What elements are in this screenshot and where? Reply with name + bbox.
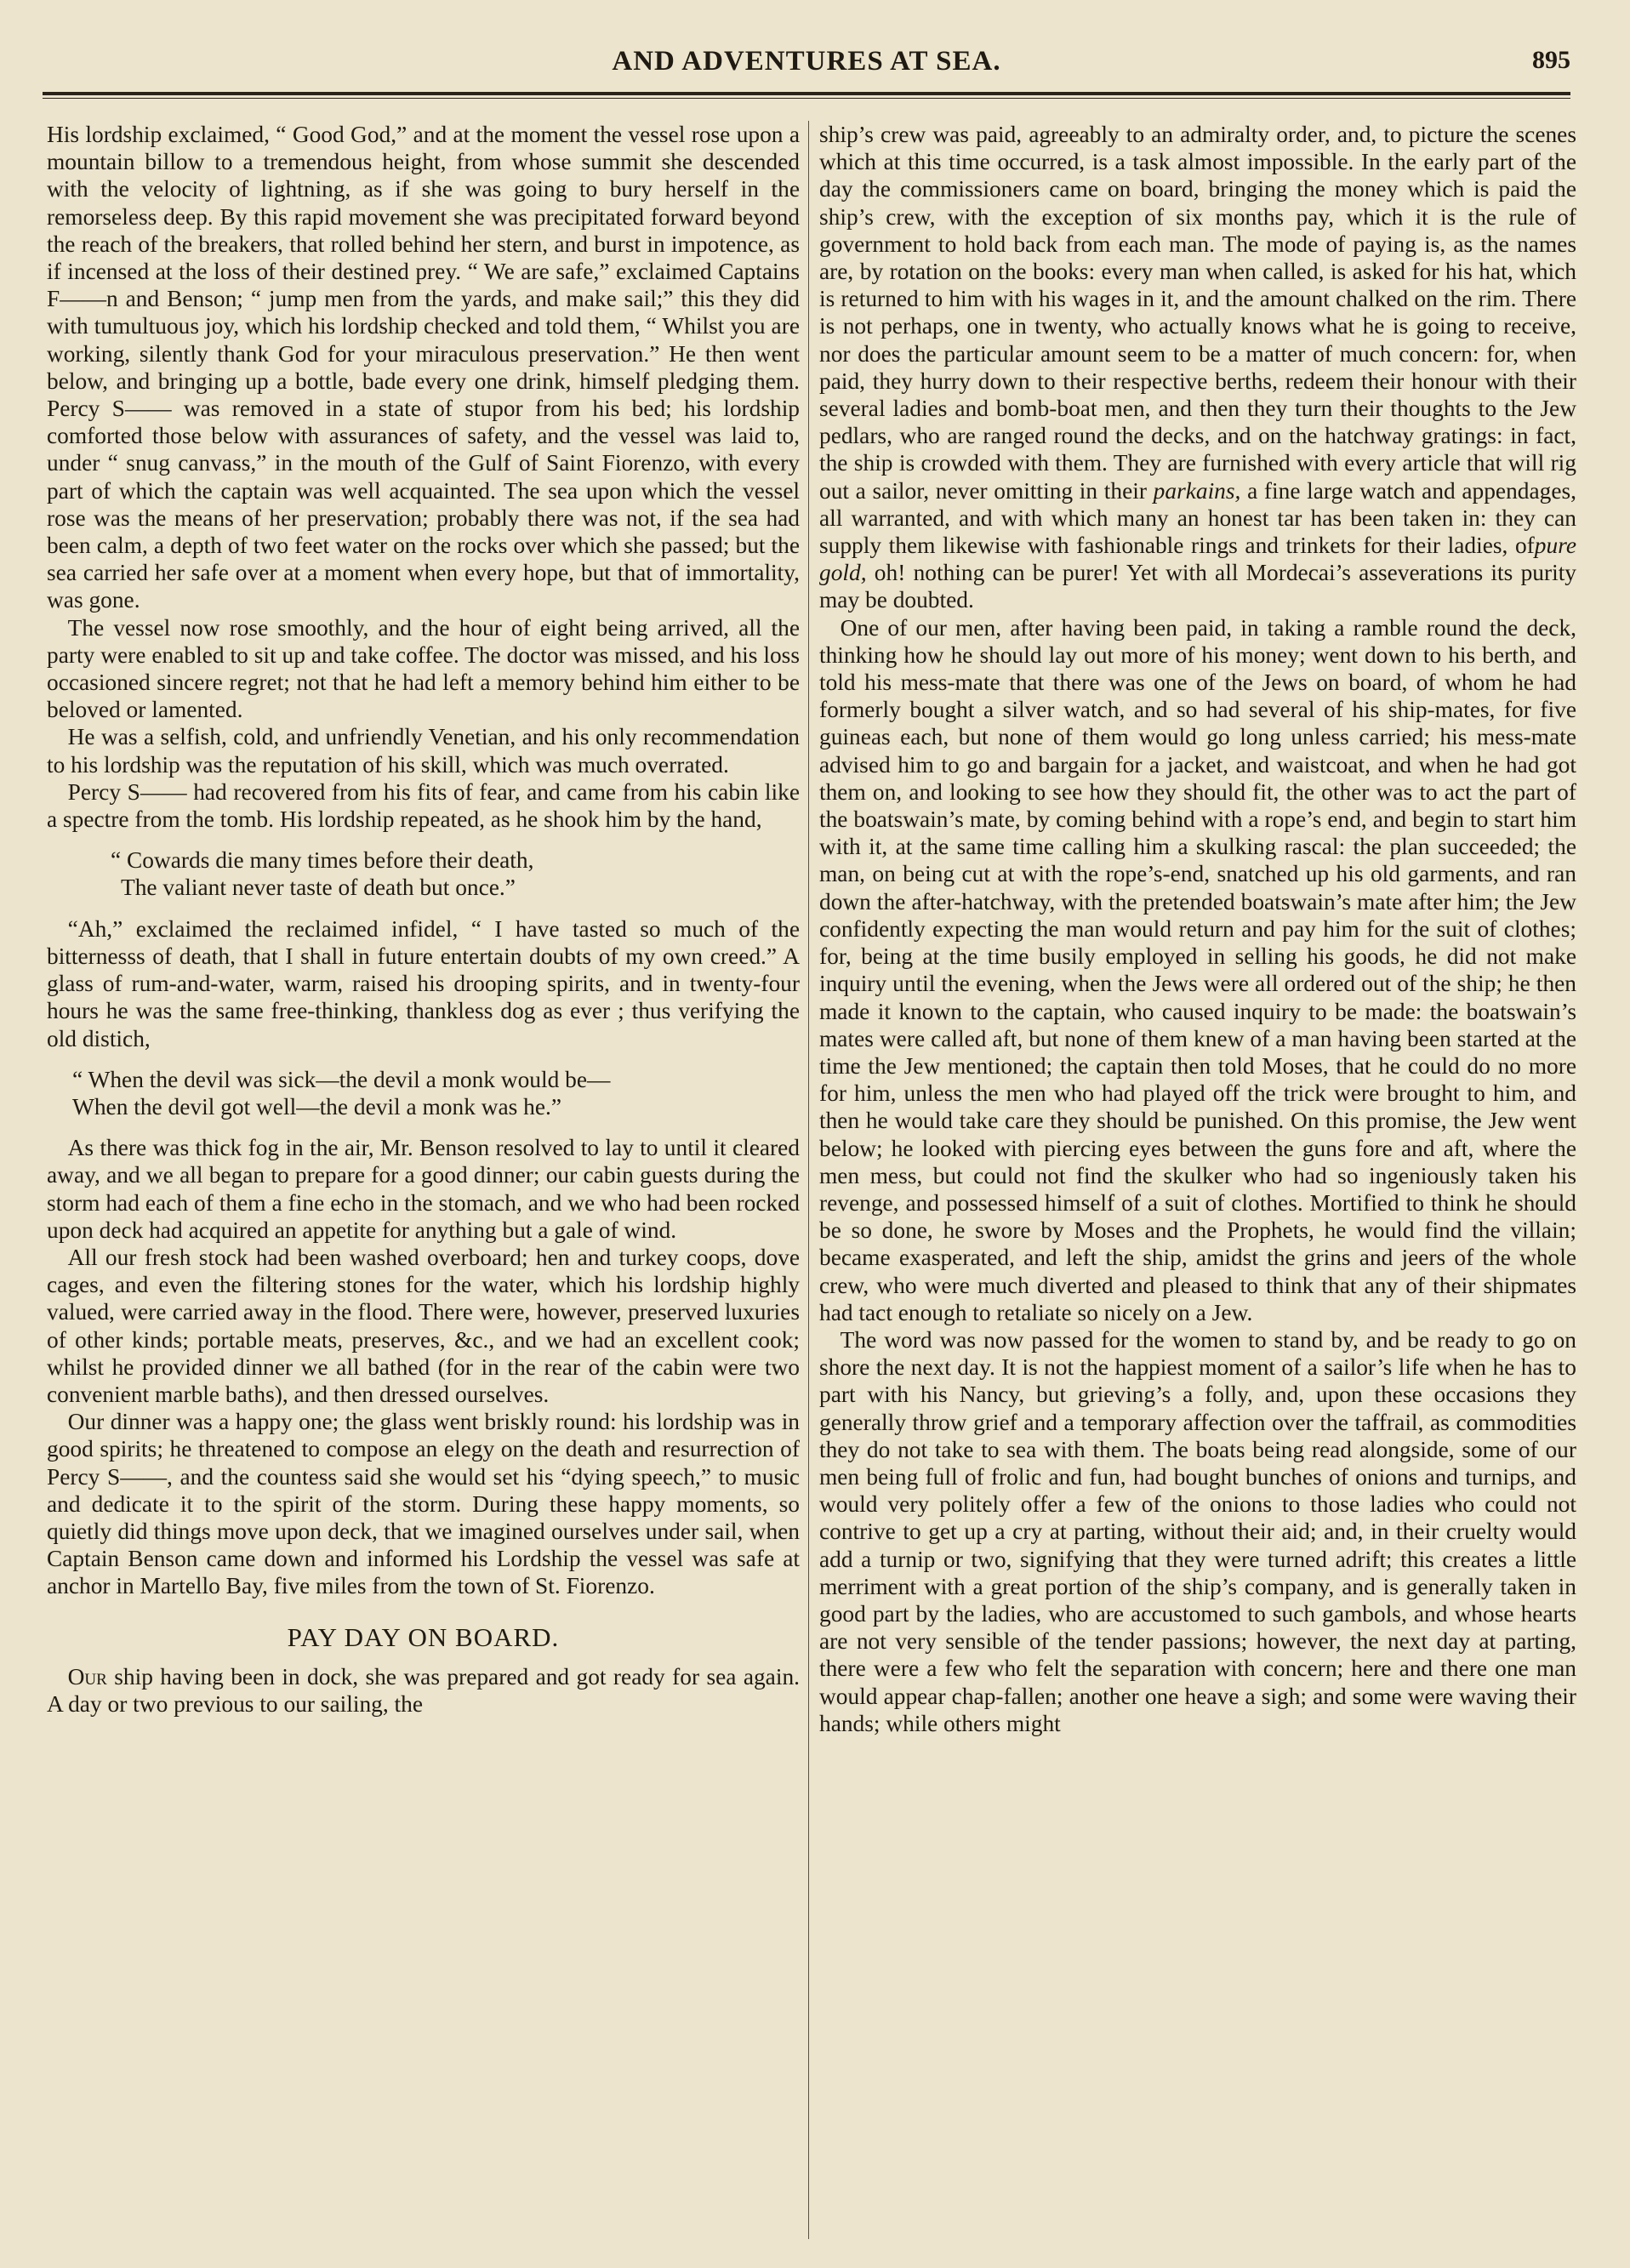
verse-quote: [47, 1066, 800, 1120]
column-divider: [808, 121, 809, 2239]
lead-word: Our: [67, 1663, 107, 1690]
paragraph-text: ship having been in dock, she was prepared and got ready for sea again. A day or two previous to our sailing, the: [47, 1663, 800, 1717]
paragraph: The vessel now rose smoothly, and the hour of eight being arrived, all the party were enabled to sit up and take coffee. The doctor was missed, and his loss occasioned sincere regret; not that he had left a memory behind him either to be beloved or lamented.: [47, 614, 800, 723]
verse-quote: [47, 846, 800, 901]
italic-term: parkains,: [1153, 477, 1241, 504]
paragraph: The word was now passed for the women to stand by, and be ready to go on shore the next day. It is not the happiest moment of a sailor’s life when he has to part with his Nancy, but grieving’s a folly, and, upon these occasions they generally throw grief and a temporary affection over the taffrail, as commodities they do not take to sea with them. The boats being read alongside, some of our men being full of frolic and fun, had bought bunches of onions and turnips, and would very politely offer a few of the onions to those ladies who could not contrive to get up a cry at parting, without their aid; and, in their cruelty would add a turnip or two, signifying that they were turned adrift; this creates a little merriment with a great portion of the ship’s company, and is generally taken in good part by the ladies, who are accustomed to such gambols, and whose hearts are not very sensible of the tender passions; however, the next day at parting, there were a few who felt the separation with concern; here and there one man would appear chap-fallen; another one heave a sigh; and some were waving their hands; while others might: [819, 1326, 1576, 1736]
paragraph: [819, 121, 1576, 614]
section-heading: PAY DAY ON BOARD.: [287, 1621, 560, 1652]
paragraph: He was a selfish, cold, and unfriendly Venetian, and his only recommendation to his lordship was the reputation of his skill, which was much overrated.: [47, 724, 800, 778]
verse-line: The valiant never taste of death but once.”: [121, 875, 516, 901]
paragraph: [47, 1663, 800, 1718]
italic-term: pure gold,: [819, 533, 1576, 586]
paragraph-text: ship’s crew was paid, agreeably to an admiralty order, and, to picture the scenes which at this time occurred, is a task almost impossible. In the early part of the day the commissioners came on board, bringing the money which is paid the ship’s crew, with the exception of six months pay, which it is the rule of government to hold back from each man. The mode of paying is, as the names are, by rotation on the books: every man when called, is asked for his hat, which is returned to him with his wages in it, and the amount chalked on the rim. There is not perhaps, one in twenty, who actually knows what he is going to receive, nor does the particular amount seem to be a matter of much concern: for, when paid, they hurry down to their respective berths, redeem their honour with their several ladies and bomb-boat men, and then they turn their thoughts to the Jew pedlars, who are ranged round the decks, and on the hatchway gratings: in fact, the ship is crowded with them. They are furnished with every article that will rig out a sailor, never omitting in their: [819, 122, 1576, 504]
paragraph: “Ah,” exclaimed the reclaimed infidel, “ I have tasted so much of the bitternesss of death, that I shall in future entertain doubts of my own creed.” A glass of rum-and-water, warm, raised his drooping spirits, and in twenty-four hours he was the same free-thinking, thankless dog as ever ; thus verifying the old distich,: [47, 915, 800, 1051]
paragraph: One of our men, after having been paid, in taking a ramble round the deck, thinking how he should lay out more of his money; went down to his berth, and told his mess-mate that there was one of the Jews on board, of whom he had formerly bought a silver watch, and so had several of his ship-mates, for five guineas each, but none of them would go long unless carried; his mess-mate advised him to go and bargain for a jacket, and waistcoat, and when he had got them on, and looking to see how they should fit, the other was to act the part of the boatswain’s mate, by coming behind with a rope’s end, and begin to start him with it, at the same time calling him a skulking rascal: the plan succeeded; the man, on being cut at with the rope’s-end, snatched up his old garments, and ran down the after-hatchway, with the pretended boatswain’s mate after him; the Jew confidently expecting the man would return and pay him for the suit of clothes; for, being at the time busily employed in selling his goods, he did not make inquiry until the evening, when the Jews were all ordered out of the ship; he then made it known to the captain, who caused inquiry to be made: the boatswain’s mates were called aft, but none of them knew of a man having been started at the time the Jew mentioned; the captain then told Moses, that he could do no more for him, unless the men who had played off the trick were brought to him, and then he would take care they should be punished. On this promise, the Jew went below; he looked with piercing eyes between the guns fore and aft, where the men mess, but could not find the skulker who had so ingeniously taken his revenge, and possessed himself of a suit of clothes. Mortified to think he should be so done, he swore by Moses and the Prophets, he would find the villain; became exasperated, and left the ship, amidst the grins and jeers of the whole crew, who were much diverted and pleased to think that any of their shipmates had tact enough to retaliate so nicely on a Jew.: [819, 614, 1576, 1325]
running-title: AND ADVENTURES AT SEA.: [612, 46, 1001, 77]
paragraph: Percy S—— had recovered from his fits of fear, and came from his cabin like a spectre from the tomb. His lordship repeated, as he shook him by the hand,: [47, 778, 800, 833]
paragraph: His lordship exclaimed, “ Good God,” and at the moment the vessel rose upon a mountain billow to a tremendous height, from whose summit she descended with the velocity of lightning, as if she was going to bury herself in the remorseless deep. By this rapid movement she was precipitated forward beyond the reach of the breakers, that rolled behind her stern, and burst in impotence, as if incensed at the loss of their destined prey. “ We are safe,” exclaimed Captains F——n and Benson; “ jump men from the yards, and make sail;” this they did with tumultuous joy, which his lordship checked and told them, “ Whilst you are working, silently thank God for your miraculous preservation.” He then went below, and bringing up a bottle, bade every one drink, himself pledging them. Percy S—— was removed in a state of stupor from his bed; his lordship comforted those below with assurances of safety, and the vessel was laid to, under “ snug canvass,” in the mouth of the Gulf of Saint Fiorenzo, with every part of which the captain was well acquainted. The sea upon which the vessel rose was the means of her preservation; probably there was not, if the sea had been calm, a depth of two feet water on the rocks over which she passed; but the sea carried her safe over at a moment when every hope, but that of immortality, was gone.: [47, 122, 800, 613]
verse-line: “ When the devil was sick—the devil a monk would be—: [72, 1066, 611, 1092]
left-column: [47, 121, 800, 2248]
verse-line: “ Cowards die many times before their death,: [111, 847, 534, 874]
running-head: [43, 43, 1570, 83]
paragraph-text: oh! nothing can be purer! Yet with all Mordecai’s asseverations its purity may be doubted.: [819, 560, 1576, 613]
header-rule: [43, 92, 1570, 99]
paragraph-text: a fine large watch and appendages, all warranted, and with which many an honest tar has been taken in: they can supply them likewise with fashionable rings and trinkets for their ladies, of: [819, 477, 1576, 559]
right-column: [819, 121, 1576, 2248]
paragraph: All our fresh stock had been washed overboard; hen and turkey coops, dove cages, and even the filtering stones for the water, which his lordship highly valued, were carried away in the flood. There were, however, preserved luxuries of other kinds; portable meats, preserves, &c., and we had an excellent cook; whilst he provided dinner we all bathed (for in the rear of the cabin were two convenient marble baths), and then dressed ourselves.: [47, 1244, 800, 1407]
page-number: 895: [1532, 46, 1570, 74]
paragraph: As there was thick fog in the air, Mr. Benson resolved to lay to until it cleared away, and we all began to prepare for a good dinner; our cabin guests during the storm had each of them a fine echo in the stomach, and we who had been rocked upon deck had acquired an appetite for anything but a gale of wind.: [47, 1135, 800, 1243]
paragraph: Our dinner was a happy one; the glass went briskly round: his lordship was in good spirits; he threatened to compose an elegy on the death and resurrection of Percy S——, and the countess said she would set his “dying speech,” to music and dedicate it to the spirit of the storm. During these happy moments, so quietly did things move upon deck, that we imagined ourselves under sail, when Captain Benson came down and informed his Lordship the vessel was safe at anchor in Martello Bay, five miles from the town of St. Fiorenzo.: [47, 1409, 800, 1599]
verse-line: When the devil got well—the devil a monk was he.”: [72, 1093, 562, 1120]
